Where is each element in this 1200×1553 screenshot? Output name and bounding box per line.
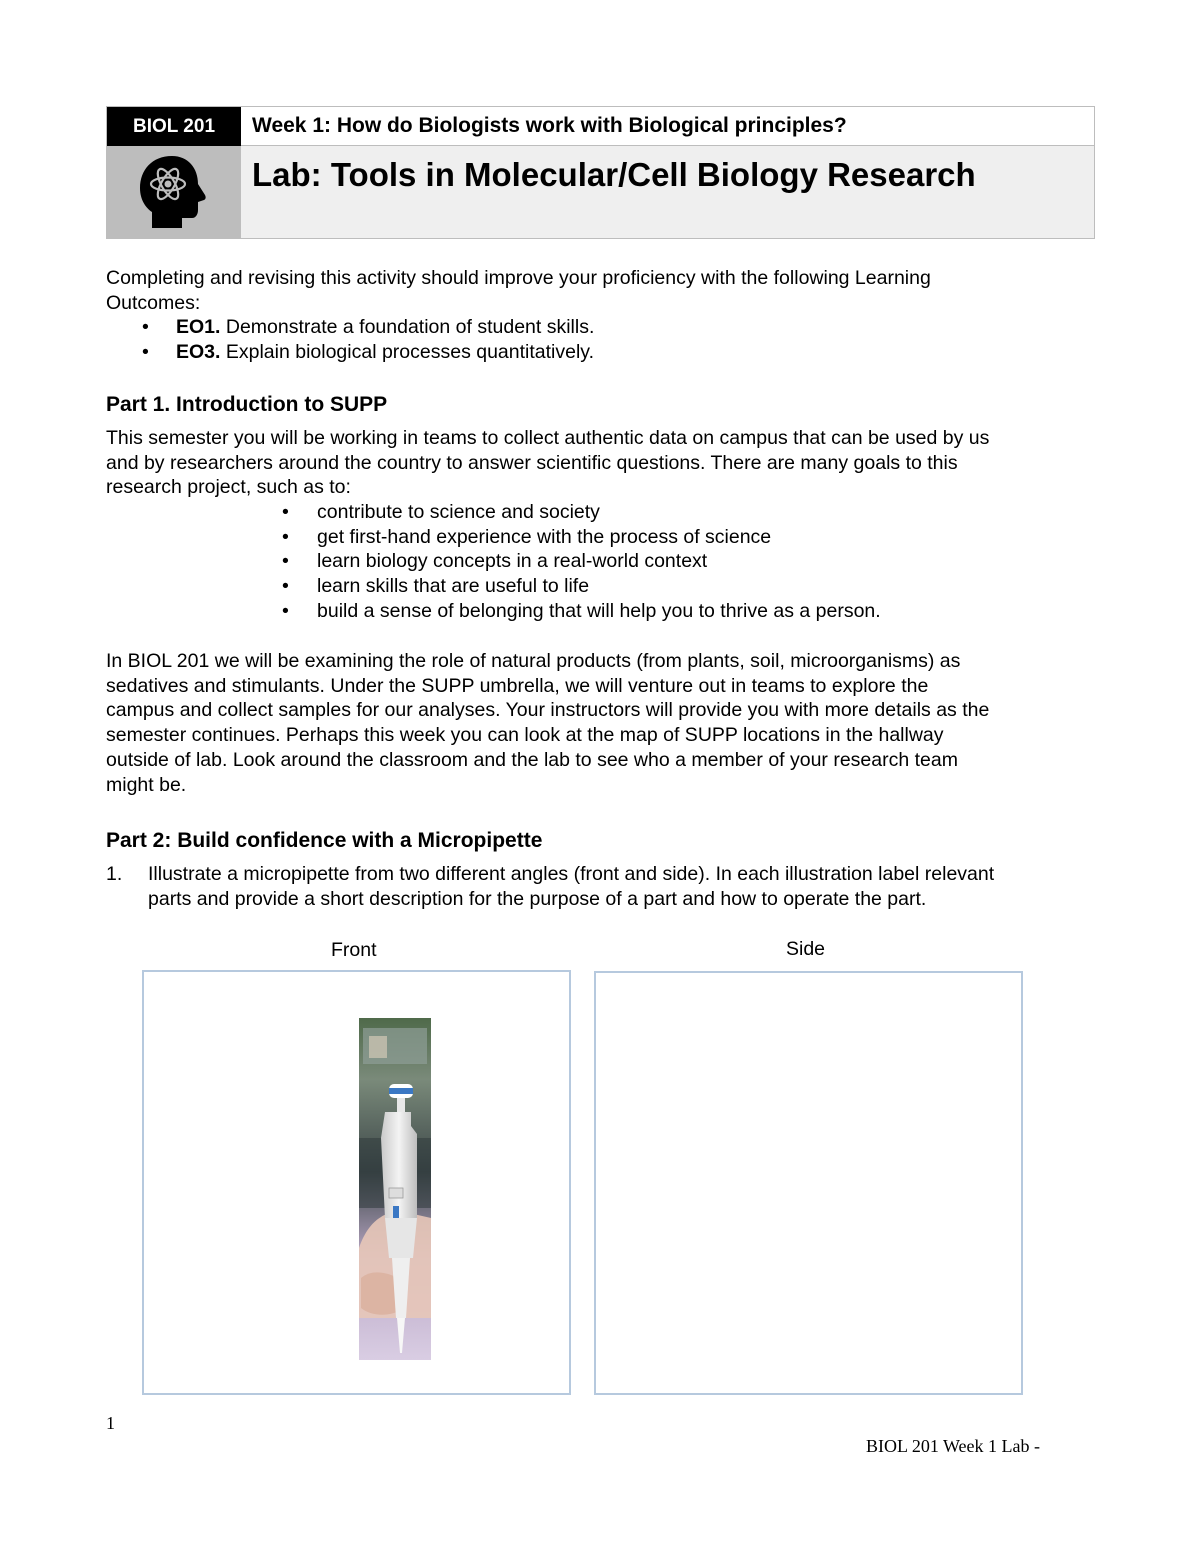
goal-text: contribute to science and society [317, 501, 600, 524]
side-label: Side [786, 938, 826, 960]
week-title: Week 1: How do Biologists work with Biological principles? [241, 107, 1094, 146]
goal-item [106, 599, 1096, 624]
paragraph-line: outside of lab. Look around the classroom and the lab to see who a member of your research team [106, 748, 958, 771]
head-atom-graphic [134, 152, 214, 232]
goal-text: learn skills that are useful to life [317, 575, 590, 598]
goal-text: learn biology concepts in a real-world context [317, 550, 708, 573]
item-line: Illustrate a micropipette from two different angles (front and side). In each illustration label relevant [148, 863, 995, 885]
header-table [106, 106, 1095, 239]
outcome-text: Explain biological processes quantitatively. [220, 341, 595, 364]
bullet-icon: • [142, 341, 149, 364]
part2-item [106, 862, 1096, 911]
goal-item [106, 574, 1096, 599]
bullet-icon: • [282, 525, 289, 548]
goal-item [106, 549, 1096, 574]
page-title: Lab: Tools in Molecular/Cell Biology Research [241, 146, 1094, 238]
paragraph-line: This semester you will be working in teams to collect authentic data on campus that can be used by us [106, 427, 990, 449]
side-drawing-box[interactable] [594, 971, 1023, 1395]
outcome-item [106, 340, 1096, 365]
intro-line: Completing and revising this activity should improve your proficiency with the following Learning [106, 267, 931, 289]
goal-item [106, 525, 1096, 550]
outcome-text: Demonstrate a foundation of student skills. [220, 316, 595, 339]
front-drawing-box[interactable] [142, 970, 571, 1395]
paragraph-line: might be. [106, 773, 187, 796]
paragraph-line: sedatives and stimulants. Under the SUPP umbrella, we will venture out in teams to explore the [106, 674, 929, 697]
paragraph-line: research project, such as to: [106, 476, 351, 499]
goal-text: get first-hand experience with the process of science [317, 525, 772, 548]
paragraph-line: and by researchers around the country to answer scientific questions. There are many goals to this [106, 451, 958, 474]
paragraph-line: campus and collect samples for our analyses. Your instructors will provide you with more details as the [106, 699, 990, 722]
bullet-icon: • [282, 501, 289, 524]
outcome-item [106, 315, 1096, 340]
item-line: parts and provide a short description for the purpose of a part and how to operate the part. [148, 887, 927, 910]
goal-item [106, 500, 1096, 525]
part1-heading: Part 1. Introduction to SUPP [106, 393, 388, 416]
part1-paragraph-2 [106, 649, 1096, 797]
paragraph-line: In BIOL 201 we will be examining the role of natural products (from plants, soil, microorganisms) as [106, 650, 961, 672]
head-with-atom-icon [107, 146, 241, 238]
goal-text: build a sense of belonging that will help you to thrive as a person. [317, 599, 881, 622]
bullet-icon: • [282, 599, 289, 622]
bullet-icon: • [142, 316, 149, 339]
item-number: 1. [106, 863, 123, 885]
paragraph-line: semester continues. Perhaps this week you can look at the map of SUPP locations in the hallway [106, 724, 944, 747]
bullet-icon: • [282, 575, 289, 598]
item-text [148, 862, 1096, 911]
outcome-code: EO1. [176, 316, 221, 339]
running-footer: BIOL 201 Week 1 Lab - [866, 1436, 1041, 1456]
intro-line: Outcomes: [106, 291, 201, 314]
front-label: Front [331, 939, 377, 961]
micropipette-photo [359, 1018, 431, 1360]
intro-paragraph [106, 266, 1096, 365]
part1-paragraph [106, 426, 1096, 624]
bullet-icon: • [282, 550, 289, 573]
page-number: 1 [106, 1413, 115, 1433]
part2-heading: Part 2: Build confidence with a Micropipette [106, 829, 543, 852]
outcome-code: EO3. [176, 341, 221, 364]
course-code: BIOL 201 [107, 107, 241, 146]
